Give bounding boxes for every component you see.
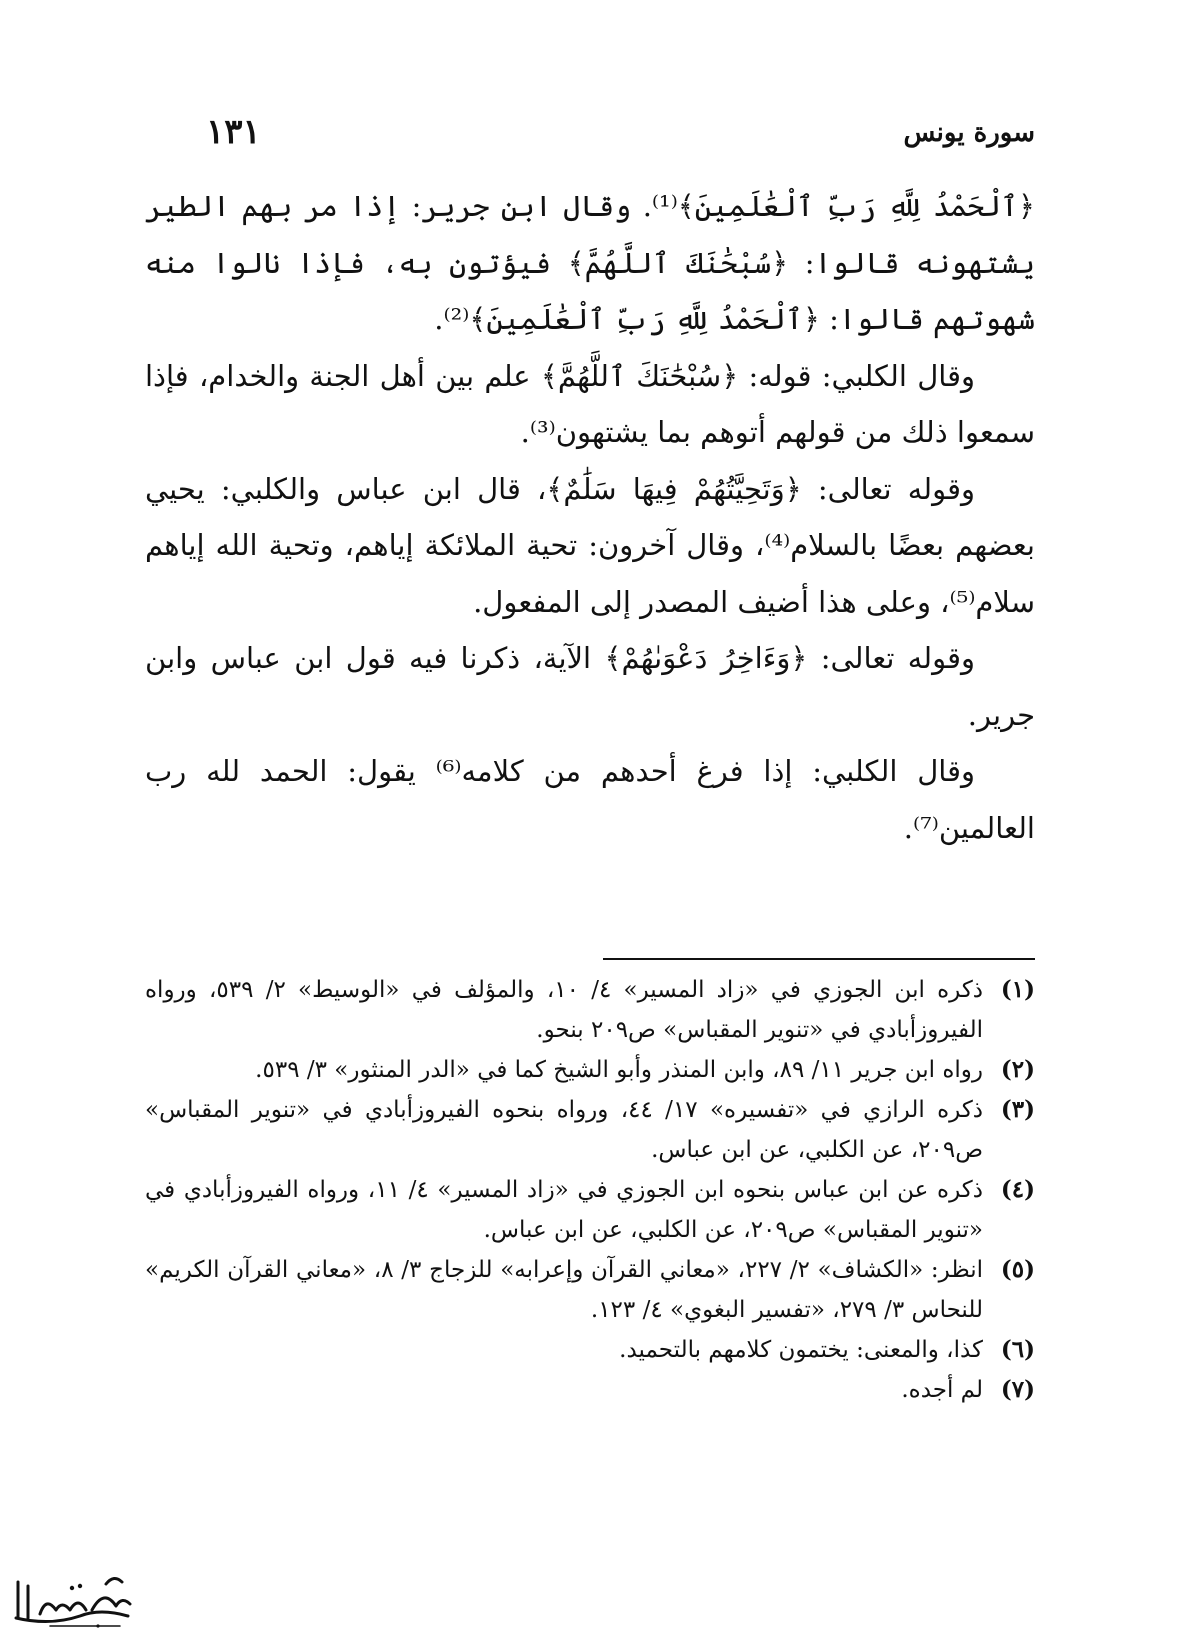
footnote-text: ذكره ابن الجوزي في «زاد المسير» ٤/ ١٠، والمؤلف في «الوسيط» ٢/ ٥٣٩، ورواه الفيروزأبادي في «تنوير المقباس» ص٢٠٩ بنحو. <box>145 977 984 1043</box>
surah-title: سورة يونس <box>903 118 1035 148</box>
footnote-number: (١) <box>1000 976 1035 1003</box>
paragraph: ﴿ٱلْحَمْدُ لِلَّهِ رَبِّ ٱلْعَٰلَمِينَ﴾⁽¹⁾. وقال ابن جرير: إذا مر بهم الطير يشتهونه قالوا: ﴿سُبْحَٰنَكَ ٱللَّهُمَّ﴾ فيؤتون به، فإذا نالوا منه شهوتهم قالوا: ﴿ٱلْحَمْدُ لِلَّهِ رَبِّ ٱلْعَٰلَمِينَ﴾⁽²⁾. <box>145 189 1035 336</box>
footnote <box>145 1370 1035 1410</box>
footnote-number: (٣) <box>1000 1096 1035 1123</box>
footnote <box>145 1050 1035 1090</box>
footnote-text: ذكره الرازي في «تفسيره» ١٧/ ٤٤، ورواه بنحوه الفيروزأبادي في «تنوير المقباس» ص٢٠٩، عن الكلبي، عن ابن عباس. <box>145 1097 984 1163</box>
footnote-number: (٦) <box>1000 1336 1035 1363</box>
page-number: ١٣١ <box>206 112 261 152</box>
footnote-text: انظر: «الكشاف» ٢/ ٢٢٧، «معاني القرآن وإعرابه» للزجاج ٣/ ٨، «معاني القرآن الكريم» للنحاس ٣/ ٢٧٩، «تفسير البغوي» ٤/ ١٢٣. <box>145 1257 983 1323</box>
footnote-number: (٧) <box>1000 1376 1035 1403</box>
publisher-logo-icon <box>10 1566 140 1638</box>
footnote-text: لم أجده. <box>901 1377 983 1403</box>
footnote-text: ذكره عن ابن عباس بنحوه ابن الجوزي في «زاد المسير» ٤/ ١١، ورواه الفيروزأبادي في «تنوير المقباس» ص٢٠٩، عن الكلبي، عن ابن عباس. <box>145 1177 983 1243</box>
paragraph: وقال الكلبي: إذا فرغ أحدهم من كلامه⁽⁶⁾ يقول: الحمد لله رب العالمين⁽⁷⁾. <box>145 754 1035 845</box>
paragraph: وقال الكلبي: قوله: ﴿سُبْحَٰنَكَ ٱللَّهُمَّ﴾ علم بين أهل الجنة والخدام، فإذا سمعوا ذلك من قولهم أتوهم بما يشتهون⁽³⁾. <box>145 358 1035 449</box>
page-header <box>150 112 1035 162</box>
footnote-number: (٥) <box>1000 1256 1035 1283</box>
footnote <box>145 1170 1035 1250</box>
footnote-number: (٢) <box>1000 1056 1035 1083</box>
footnote-text: كذا، والمعنى: يختمون كلامهم بالتحميد. <box>619 1337 983 1363</box>
footnote <box>145 1090 1035 1170</box>
footnote-number: (٤) <box>1000 1176 1035 1203</box>
footnote <box>145 1250 1035 1330</box>
footnote-text: رواه ابن جرير ١١/ ٨٩، وابن المنذر وأبو الشيخ كما في «الدر المنثور» ٣/ ٥٣٩. <box>255 1057 983 1083</box>
footnote-divider <box>603 958 1035 960</box>
paragraph: وقوله تعالى: ﴿وَتَحِيَّتُهُمْ فِيهَا سَلَٰمٌ﴾، قال ابن عباس والكلبي: يحيي بعضهم بعضًا بالسلام⁽⁴⁾، وقال آخرون: تحية الملائكة إياهم، وتحية الله إياهم سلام⁽⁵⁾، وعلى هذا أضيف المصدر إلى المفعول. <box>145 471 1035 619</box>
main-text <box>145 178 1035 856</box>
footnote <box>145 1330 1035 1370</box>
footnotes <box>145 970 1035 1410</box>
footnote <box>145 970 1035 1050</box>
paragraph: وقوله تعالى: ﴿وَءَاخِرُ دَعْوَىٰهُمْ﴾ الآية، ذكرنا فيه قول ابن عباس وابن جرير. <box>145 641 1035 732</box>
